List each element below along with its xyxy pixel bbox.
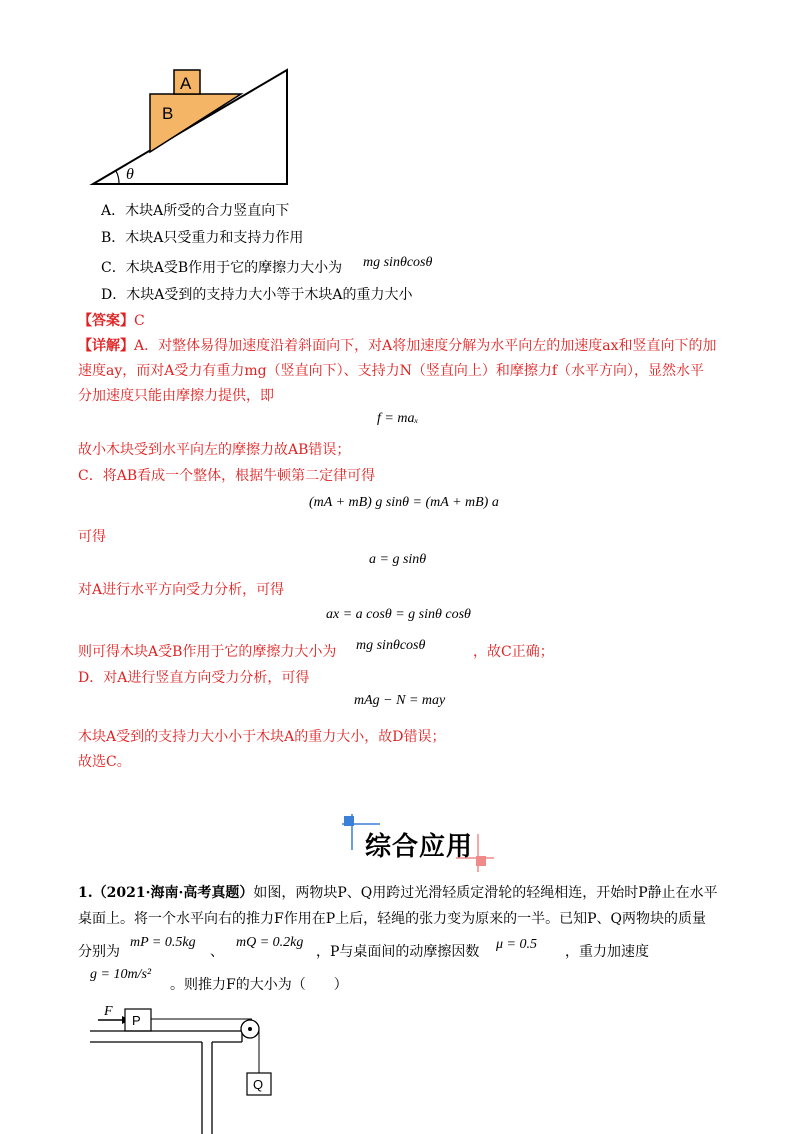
explanation-line-2: 速度ay，而对A受力有重力mg（竖直向下）、支持力N（竖直向上）和摩擦力f（水平方向），显然水平	[78, 363, 705, 379]
explanation-line-9: D．对A进行竖直方向受力分析，可得	[78, 670, 310, 686]
explanation-line-8-end: ，故C正确；	[473, 644, 554, 660]
question-line-4: 。则推力F的大小为（ ）	[170, 977, 348, 993]
explanation-line-7: 对A进行水平方向受力分析，可得	[78, 582, 285, 598]
pulley-figure	[90, 1000, 290, 1134]
explanation-text-8: 则可得木块A受B作用于它的摩擦力大小为	[78, 644, 337, 660]
label-p: P	[132, 1013, 141, 1028]
explanation-line-11: 故选C。	[78, 754, 131, 770]
explanation-line-5: C．将AB看成一个整体，根据牛顿第二定律可得	[78, 468, 376, 484]
explanation-line-10: 木块A受到的支持力大小小于木块A的重力大小，故D错误；	[78, 729, 446, 745]
question-line-3-post: ，重力加速度	[565, 944, 649, 960]
option-c: C．木块A受B作用于它的摩擦力大小为	[101, 260, 343, 276]
equation-5: mAg − N = may	[354, 693, 446, 708]
explanation-formula-8: mg sinθcosθ	[356, 638, 426, 653]
explanation-text-1: A．对整体易得加速度沿着斜面向下，对A将加速度分解为水平向左的加速度ax和竖直向下的加	[134, 338, 717, 354]
friction-coefficient: μ = 0.5	[496, 937, 537, 952]
equation-3: a = g sinθ	[369, 552, 427, 567]
mass-separator: 、	[210, 944, 224, 960]
explanation-line-3: 分加速度只能由摩擦力提供，即	[78, 388, 274, 404]
incline-figure	[85, 62, 300, 190]
explanation-line-8	[78, 642, 336, 662]
answer-value: C	[134, 313, 145, 329]
option-a: A．木块A所受的合力竖直向下	[101, 203, 290, 219]
label-theta: θ	[126, 166, 134, 183]
question-source: （2021·海南·高考真题）	[92, 885, 254, 901]
label-a: A	[180, 74, 192, 93]
question-line-1	[78, 883, 718, 903]
question-line-3-mid: ，P与桌面间的动摩擦因数	[316, 944, 480, 960]
option-b: B．木块A只受重力和支持力作用	[101, 230, 304, 246]
explanation-line-6: 可得	[78, 529, 106, 545]
mass-q: mQ = 0.2kg	[236, 935, 304, 950]
explanation-line-4: 故小木块受到水平向左的摩擦力故AB错误；	[78, 442, 351, 458]
mass-p: mP = 0.5kg	[130, 935, 196, 950]
option-d: D．木块A受到的支持力大小等于木块A的重力大小	[101, 287, 413, 303]
question-line-2: 桌面上。将一个水平向右的推力F作用在P上后，轻绳的张力变为原来的一半。已知P、Q两物块的质量	[78, 911, 707, 927]
label-q: Q	[253, 1077, 264, 1092]
equation-1: f = maₓ	[377, 411, 419, 426]
question-line-3-pre: 分别为	[78, 944, 120, 960]
explanation-line-1	[78, 336, 716, 356]
explanation-label: 【详解】	[78, 338, 134, 354]
label-f: F	[104, 1004, 113, 1019]
question-number: 1.	[78, 885, 93, 901]
equation-4: ax = a cosθ = g sinθ cosθ	[326, 607, 471, 622]
equation-2: (mA + mB) g sinθ = (mA + mB) a	[309, 495, 499, 510]
gravity-value: g = 10m/s²	[90, 967, 152, 982]
answer-line	[78, 311, 145, 331]
question-text-1: 如图，两物块P、Q用跨过光滑轻质定滑轮的轻绳相连，开始时P静止在水平	[253, 885, 718, 901]
label-b: B	[162, 104, 174, 123]
option-c-formula: mg sinθcosθ	[363, 255, 433, 270]
section-title: 综合应用	[365, 832, 474, 862]
answer-label: 【答案】	[78, 313, 134, 329]
